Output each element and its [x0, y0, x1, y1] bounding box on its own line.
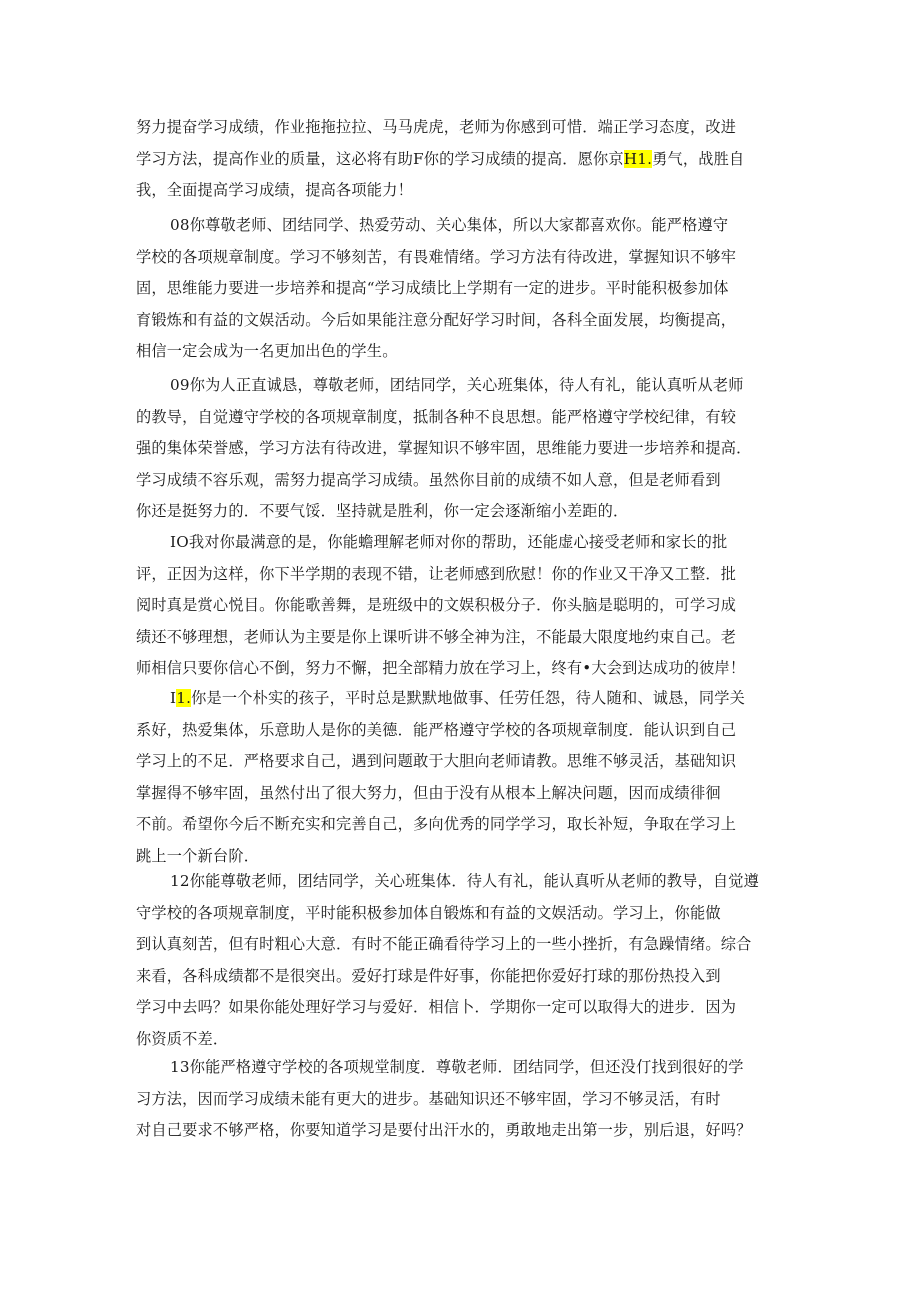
comment-paragraph-11 — [136, 683, 788, 873]
comment-paragraph-12 — [136, 866, 788, 1056]
text-line: IO我对你最满意的是，你能蟾理解老师对你的帮助，还能虚心接受老师和家长的批 — [170, 533, 728, 551]
text-line: 学校的各项规章制度。学习不够刻苦，有畏难情绪。学习方法有待改进，掌握知识不够牢 — [136, 247, 737, 266]
text-line: 09你为人正直诚恳，尊敬老师，团结同学，关心班集体，待人有礼，能认真听从老师 — [170, 376, 744, 394]
comment-paragraph-09 — [136, 370, 788, 528]
text-line: 学习成绩不容乐观，需努力提高学习成绩。虽然你目前的成绩不如人意，但是老师看到 — [136, 470, 721, 489]
text-segment: I — [170, 689, 177, 707]
comment-paragraph-13 — [136, 1052, 788, 1147]
text-line: 强的集体荣誉感，学习方法有待改进，掌握知识不够牢固，思维能力要进一步培养和提高． — [136, 439, 752, 458]
text-line — [136, 683, 788, 715]
text-line: 来看，各科成绩都不是很突出。爱好打球是件好事，你能把你爱好打球的那份热投入到 — [136, 966, 721, 985]
text-line: 固，思维能力要进一步培养和提高“学习成绩比上学期有一定的进步。平时能积极参加体 — [136, 279, 729, 298]
text-line: 努力提奋学习成绩，作业拖拖拉拉、马马虎虎，老师为你感到可惜．端正学习态度，改进 — [136, 118, 737, 136]
text-line: 你还是挺努力的．不要气馁．坚持就是胜利，你一定会逐渐缩小差距的． — [136, 502, 629, 521]
text-line: 守学校的各项规章制度，平时能积极参加体自锻炼和有益的文娱活动。学习上，你能做 — [136, 903, 721, 922]
text-line: 师相信只要你信心不倒，努力不懈，把全部精力放在学习上，终有•大会到达成功的彼岸！ — [136, 659, 746, 678]
text-segment: 学习方法，提高作业的质量，这必将有助F你的学习成绩的提高．愿你京 — [136, 149, 624, 168]
text-line: 12你能尊敬老师，团结同学，关心班集体．待人有礼，能认真听从老师的教导，自觉遵 — [170, 872, 760, 890]
text-line: 育锻炼和有益的文娱活动。今后如果能注意分配好学习时间，各科全面发展，均衡提高， — [136, 310, 737, 329]
text-line: 我，全面提高学习成绩，提高各项能力！ — [136, 181, 413, 200]
text-line: 学习中去吗？如果你能处理好学习与爱好．相信卜．学期你一定可以取得大的进步．因为 — [136, 998, 737, 1017]
text-line: 到认真刻苦，但有时粗心大意．有时不能正确看待学习上的一些小挫折，有急躁情绪。综合 — [136, 935, 752, 954]
text-line: 阅时真是赏心悦目。你能歌善舞，是班级中的文娱积极分子．你头脑是聪明的，可学习成 — [136, 596, 737, 615]
text-line: 掌握得不够牢固，虽然付出了很大努力，但由于没有从根本上解决问题，因而成绩徘徊 — [136, 783, 721, 802]
text-segment: 你是一个朴实的孩子，平时总是默默地做事、任劳任怨，待人随和、诚恳，同学关 — [191, 689, 746, 707]
text-line: 相信一定会成为一名更加出色的学生。 — [136, 342, 398, 361]
text-line — [136, 144, 788, 176]
text-line: 习方法，因而学习成绩未能有更大的进步。基础知识还不够牢固，学习不够灵活，有时 — [136, 1089, 721, 1108]
comment-paragraph-10 — [136, 527, 788, 685]
text-line: 学习上的不足．严格要求自己，遇到问题敢于大胆向老师请教。思维不够灵活，基础知识 — [136, 752, 737, 771]
text-line: 你资质不差． — [136, 1029, 229, 1048]
text-line: 评，正因为这样，你下半学期的表现不错，让老师感到欣慰！你的作业又干净又工整．批 — [136, 564, 737, 583]
text-line: 的教导，自觉遵守学校的各项规章制度，抵制各种不良思想。能严格遵守学校纪律，有较 — [136, 407, 737, 426]
text-line: 13你能严格遵守学校的各项规堂制度．尊敬老师．团结同学，但还没仃找到很好的学 — [170, 1058, 744, 1076]
text-line: 08你尊敬老师、团结同学、热爱劳动、关心集体，所以大家都喜欢你。能严格遵守 — [170, 216, 729, 234]
highlighted-text: 1. — [176, 689, 192, 707]
text-line: 绩还不够理想，老师认为主要是你上课听讲不够全神为注，不能最大限度地约束自己。老 — [136, 627, 737, 646]
text-line: 对自己要求不够严格，你要知道学习是要付出汗水的，勇敢地走出第一步，别后退，好吗？ — [136, 1121, 752, 1140]
text-line: 系好，热爱集体，乐意助人是你的美德．能严格遵守学校的各项规章制度．能认识到自己 — [136, 720, 737, 739]
text-segment: 勇气，战胜自 — [652, 149, 745, 168]
comment-paragraph-07 — [136, 112, 788, 207]
text-line: 不前。希望你今后不断充实和完善自己，多向优秀的同学学习，取长补短，争取在学习上 — [136, 815, 737, 834]
comment-paragraph-08 — [136, 210, 788, 368]
highlighted-text: H1. — [623, 149, 653, 168]
text-line: 跳上一个新台阶． — [136, 846, 260, 865]
